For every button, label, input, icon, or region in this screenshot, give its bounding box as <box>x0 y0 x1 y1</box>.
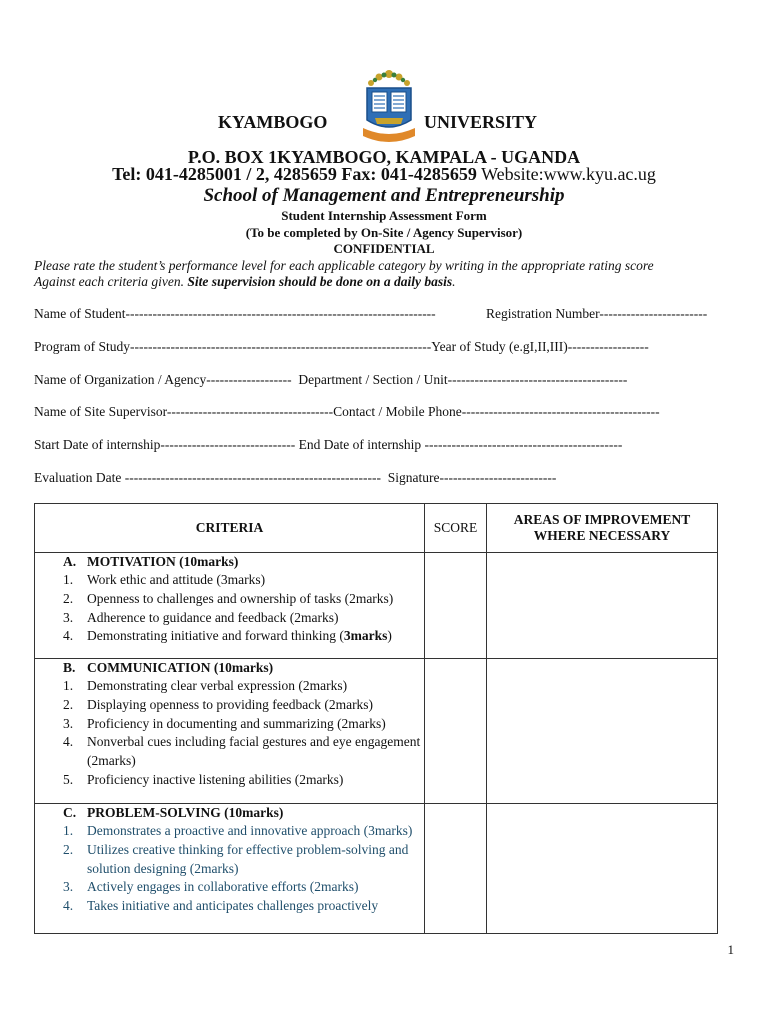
instruction-line-2 <box>34 274 734 290</box>
score-cell-communication[interactable] <box>425 659 487 804</box>
item-number: 1. <box>63 572 74 587</box>
form-note: (To be completed by On-Site / Agency Supervisor) <box>245 225 523 240</box>
instructions <box>34 258 734 290</box>
item-number: 4. <box>63 628 74 644</box>
instruction-period: . <box>452 274 456 289</box>
section-title: MOTIVATION (10marks) <box>87 554 239 569</box>
item-number: 1. <box>63 823 74 838</box>
website: Website:www.kyu.ac.ug <box>476 164 656 184</box>
item-text-end: ) <box>387 628 392 644</box>
list-item <box>35 715 424 734</box>
item-text: Openness to challenges and ownership of tasks (2marks) <box>87 590 394 606</box>
criteria-cell-problem-solving <box>35 804 425 934</box>
supervisor-contact-field[interactable]: Name of Site Supervisor-------------------------------------Contact / Mobile Phone-------------------------------------------- <box>34 404 660 419</box>
item-number: 4. <box>63 734 74 750</box>
item-number: 2. <box>63 590 74 606</box>
list-item <box>35 822 424 841</box>
list-item <box>35 841 424 879</box>
instruction-text: Against each criteria given. <box>34 274 184 289</box>
item-number: 3. <box>63 715 74 731</box>
table-row <box>35 804 718 934</box>
item-number: 3. <box>63 609 74 625</box>
item-text: Work ethic and attitude (3marks) <box>87 572 266 587</box>
university-name-left: KYAMBOGO <box>218 112 328 132</box>
item-text: Nonverbal cues including facial gestures and eye engagement (2marks) <box>87 734 421 769</box>
confidential-label: CONFIDENTIAL <box>333 241 435 256</box>
list-item <box>35 897 424 916</box>
score-cell-motivation[interactable] <box>425 553 487 659</box>
list-item <box>35 696 424 715</box>
instruction-emphasis: Site supervision should be done on a daily basis <box>183 274 453 289</box>
item-number: 2. <box>63 841 74 857</box>
school-name: School of Management and Entrepreneurship <box>203 185 565 206</box>
student-name-field[interactable]: Name of Student--------------------------------------------------------------------- <box>34 306 436 321</box>
areas-header <box>487 504 718 553</box>
item-number: 2. <box>63 696 74 712</box>
item-number: 4. <box>63 898 74 914</box>
areas-header-line-2: WHERE NECESSARY <box>533 528 671 543</box>
table-row <box>35 659 718 804</box>
contact-line <box>0 164 768 185</box>
item-text: Actively engages in collaborative efforts (2marks) <box>87 879 359 895</box>
item-text: Proficiency inactive listening abilities (2marks) <box>87 771 344 787</box>
list-item <box>35 571 424 590</box>
page-number: 1 <box>727 942 734 957</box>
item-number: 1. <box>63 678 74 693</box>
criteria-cell-motivation <box>35 553 425 659</box>
areas-header-line-1: AREAS OF IMPROVEMENT <box>513 512 691 527</box>
section-letter: B. <box>63 660 76 675</box>
list-item <box>35 677 424 696</box>
item-number: 5. <box>63 771 74 787</box>
list-item <box>35 733 424 771</box>
list-item <box>35 878 424 897</box>
section-letter: A. <box>63 554 77 569</box>
item-text: Proficiency in documenting and summarizing (2marks) <box>87 715 386 731</box>
improvement-cell-motivation[interactable] <box>487 553 718 659</box>
phone-fax: Tel: 041-4285001 / 2, 4285659 Fax: 041-4285659 <box>112 164 477 184</box>
registration-number-field[interactable]: Registration Number------------------------ <box>486 306 708 321</box>
evaluation-signature-field[interactable]: Evaluation Date --------------------------------------------------------- Signature-------------------------- <box>34 470 557 485</box>
list-item <box>35 627 424 646</box>
section-title: COMMUNICATION (10marks) <box>87 660 274 675</box>
university-name-right: UNIVERSITY <box>424 112 538 132</box>
item-text: Utilizes creative thinking for effective problem-solving and solution designing (2marks) <box>87 841 409 876</box>
item-text: Adherence to guidance and feedback (2marks) <box>87 609 339 625</box>
program-year-field[interactable]: Program of Study-------------------------------------------------------------------Year of Study (e.gI,II,III)------------------ <box>34 339 649 354</box>
criteria-table <box>34 503 718 934</box>
section-letter: C. <box>63 805 77 820</box>
item-text: Demonstrating initiative and forward thinking ( <box>87 628 344 644</box>
form-title: Student Internship Assessment Form <box>281 208 487 223</box>
postal-address: P.O. BOX 1KYAMBOGO, KAMPALA - UGANDA <box>187 147 581 167</box>
score-cell-problem-solving[interactable] <box>425 804 487 934</box>
criteria-header: CRITERIA <box>35 504 425 553</box>
item-text: Takes initiative and anticipates challenges proactively <box>87 898 379 914</box>
item-number: 3. <box>63 879 74 895</box>
item-marks-bold: 3marks <box>343 628 388 644</box>
table-row <box>35 553 718 659</box>
item-text: Demonstrates a proactive and innovative approach (3marks) <box>87 823 413 838</box>
list-item <box>35 771 424 790</box>
university-crest-logo <box>361 68 417 146</box>
table-header-row <box>35 504 718 553</box>
score-header: SCORE <box>425 504 487 553</box>
internship-dates-field[interactable]: Start Date of internship------------------------------ End Date of internship -------------------------------------------- <box>34 437 623 452</box>
organization-department-field[interactable]: Name of Organization / Agency------------------- Department / Section / Unit---------------------------------------- <box>34 372 628 387</box>
item-text: Demonstrating clear verbal expression (2marks) <box>87 678 348 693</box>
list-item <box>35 609 424 628</box>
list-item <box>35 590 424 609</box>
criteria-cell-communication <box>35 659 425 804</box>
instruction-line-1: Please rate the student’s performance level for each applicable category by writing in the appropriate rating score <box>34 258 654 273</box>
item-text: Displaying openness to providing feedback (2marks) <box>87 696 374 712</box>
improvement-cell-communication[interactable] <box>487 659 718 804</box>
section-title: PROBLEM-SOLVING (10marks) <box>87 805 284 820</box>
improvement-cell-problem-solving[interactable] <box>487 804 718 934</box>
